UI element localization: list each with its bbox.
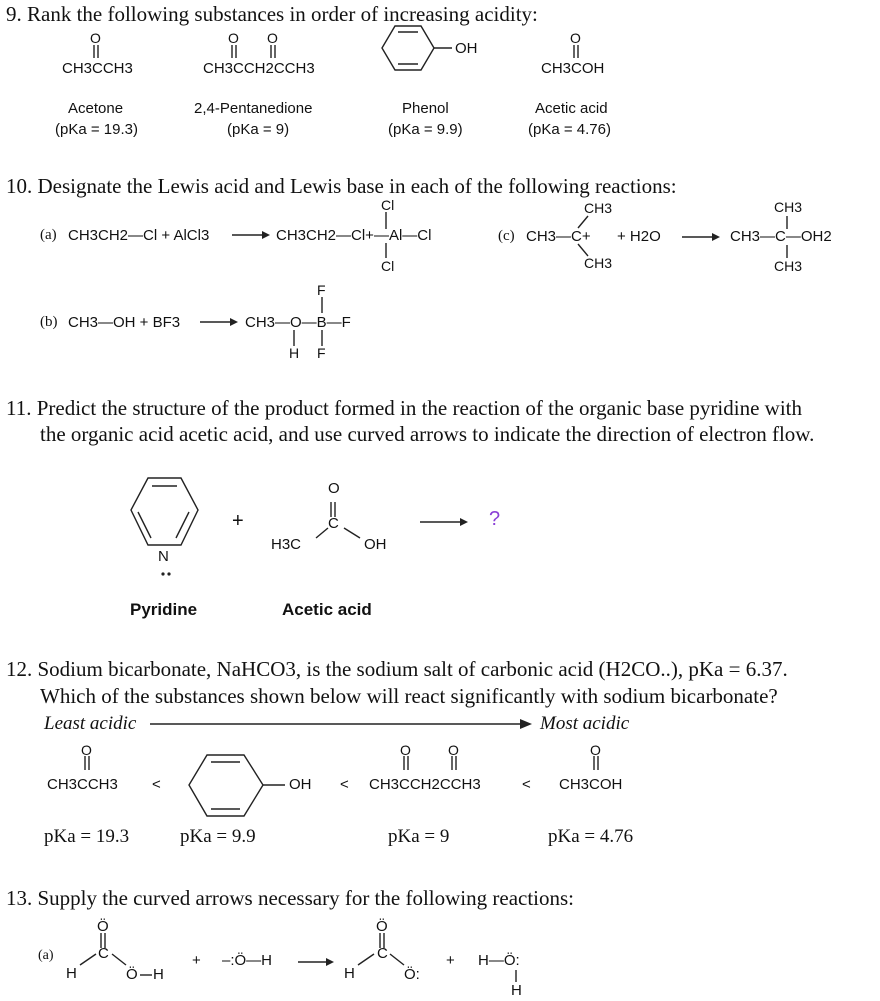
carbonyl-carbon: C xyxy=(98,945,109,962)
phenol-oh: OH xyxy=(289,776,312,793)
most-acidic-label: Most acidic xyxy=(540,713,630,734)
less-than: < xyxy=(340,776,349,793)
pentanedione-name: 2,4-Pentanedione xyxy=(194,100,313,117)
question-12-line2: Which of the substances shown below will react significantly with sodium bicarbonate? xyxy=(40,684,778,708)
phenol-pka: pKa = 9.9 xyxy=(180,826,256,847)
question-11-line1: 11. Predict the structure of the product formed in the reaction of the organic base pyridine with xyxy=(6,396,803,420)
chlorine-atom: Cl xyxy=(381,197,395,213)
acetic-acid-formula: CH3COH xyxy=(559,776,623,793)
question-12-line1: 12. Sodium bicarbonate, NaHCO3, is the sodium salt of carbonic acid (H2CO..), pKa = 6.37. xyxy=(6,657,788,681)
water-molecule: H—Ö: xyxy=(478,952,520,969)
hydrogen-atom: H xyxy=(66,965,77,982)
carbonyl-carbon: C xyxy=(328,515,339,532)
hydroxide-ion: –:Ö—H xyxy=(222,952,273,969)
carbonyl-oxygen: O xyxy=(81,742,92,758)
question-9: 9. Rank the following substances in order of increasing acidity: xyxy=(6,2,538,26)
methyl-group: H3C xyxy=(271,536,302,553)
carbonyl-oxygen: O xyxy=(590,742,601,758)
phenol-pka: (pKa = 9.9) xyxy=(388,121,463,138)
unknown-product: ? xyxy=(489,508,501,530)
pentanedione-pka: (pKa = 9) xyxy=(227,121,290,138)
pyridine-nitrogen: N xyxy=(158,548,169,565)
fluorine-atom: F xyxy=(317,282,326,298)
pentanedione-pka: pKa = 9 xyxy=(388,826,450,847)
reaction-b-label: (b) xyxy=(40,314,58,330)
acetone-formula: CH3CCH3 xyxy=(62,60,133,77)
methyl-group: CH3 xyxy=(584,200,613,216)
carbonyl-carbon: C xyxy=(377,945,388,962)
acetic-acid-formula: CH3COH xyxy=(541,60,605,77)
fluorine-atom: F xyxy=(317,345,326,361)
acetic-acid-label: Acetic acid xyxy=(282,600,372,619)
less-than: < xyxy=(522,776,531,793)
reaction-b-reactants: CH3—OH + BF3 xyxy=(68,314,181,331)
phenol-oh: OH xyxy=(455,40,478,57)
reaction-c-cation: CH3—C+ xyxy=(526,228,591,245)
plus-sign: + xyxy=(232,510,244,532)
reaction-b-product: CH3—O—B—F xyxy=(245,314,351,331)
phenol-name: Phenol xyxy=(402,100,449,117)
reaction-a-label: (a) xyxy=(40,227,57,243)
chlorine-atom: Cl xyxy=(381,258,395,274)
methyl-group: CH3 xyxy=(774,258,803,274)
hydrogen-atom: H xyxy=(511,982,522,999)
acetic-acid-pka: (pKa = 4.76) xyxy=(528,121,611,138)
carboxylate-oxygen: Ö: xyxy=(404,966,420,983)
pentanedione-formula: CH3CCH2CCH3 xyxy=(203,60,315,77)
acetone-name: Acetone xyxy=(68,100,124,117)
methyl-group: CH3 xyxy=(774,199,803,215)
pyridine-label: Pyridine xyxy=(130,600,198,619)
least-acidic-label: Least acidic xyxy=(44,713,137,734)
less-than: < xyxy=(152,776,161,793)
carbonyl-oxygen: O xyxy=(400,742,411,758)
hydroxyl-oxygen: Ö xyxy=(126,966,138,983)
carbonyl-oxygen: O xyxy=(328,480,340,497)
hydrogen-atom: H xyxy=(344,965,355,982)
reaction-a-reactants: CH3CH2—Cl + AlCl3 xyxy=(68,227,210,244)
question-11-line2: the organic acid acetic acid, and use curved arrows to indicate the direction of electron flow. xyxy=(40,422,815,446)
hydrogen-atom: H xyxy=(289,345,300,361)
methyl-group: CH3 xyxy=(584,255,613,271)
carbonyl-oxygen: Ö xyxy=(97,918,109,935)
question-13: 13. Supply the curved arrows necessary for the following reactions: xyxy=(6,886,575,910)
acetic-acid-name: Acetic acid xyxy=(535,100,608,117)
carbonyl-oxygen: O xyxy=(570,30,581,46)
carbonyl-oxygen: Ö xyxy=(376,918,388,935)
acetone-pka: (pKa = 19.3) xyxy=(55,121,138,138)
reaction-a-product: CH3CH2—Cl+—Al—Cl xyxy=(276,227,432,244)
carbonyl-oxygen: O xyxy=(228,30,239,46)
carbonyl-oxygen: O xyxy=(448,742,459,758)
plus-sign: + xyxy=(446,952,455,969)
reaction-c-product: CH3—C—OH2 xyxy=(730,228,832,245)
acetic-acid-pka: pKa = 4.76 xyxy=(548,826,634,847)
hydrogen-atom: H xyxy=(153,966,164,983)
carbonyl-oxygen: O xyxy=(90,30,101,46)
hydroxyl-group: OH xyxy=(364,536,387,553)
acetone-formula: CH3CCH3 xyxy=(47,776,118,793)
reaction-c-label: (c) xyxy=(498,228,515,244)
plus-sign: + xyxy=(192,952,201,969)
question-10: 10. Designate the Lewis acid and Lewis base in each of the following reactions: xyxy=(6,174,677,198)
reaction-a-label: (a) xyxy=(38,948,54,963)
pentanedione-formula: CH3CCH2CCH3 xyxy=(369,776,481,793)
carbonyl-oxygen: O xyxy=(267,30,278,46)
reaction-c-water: + H2O xyxy=(617,228,661,245)
acetone-pka: pKa = 19.3 xyxy=(44,826,130,847)
